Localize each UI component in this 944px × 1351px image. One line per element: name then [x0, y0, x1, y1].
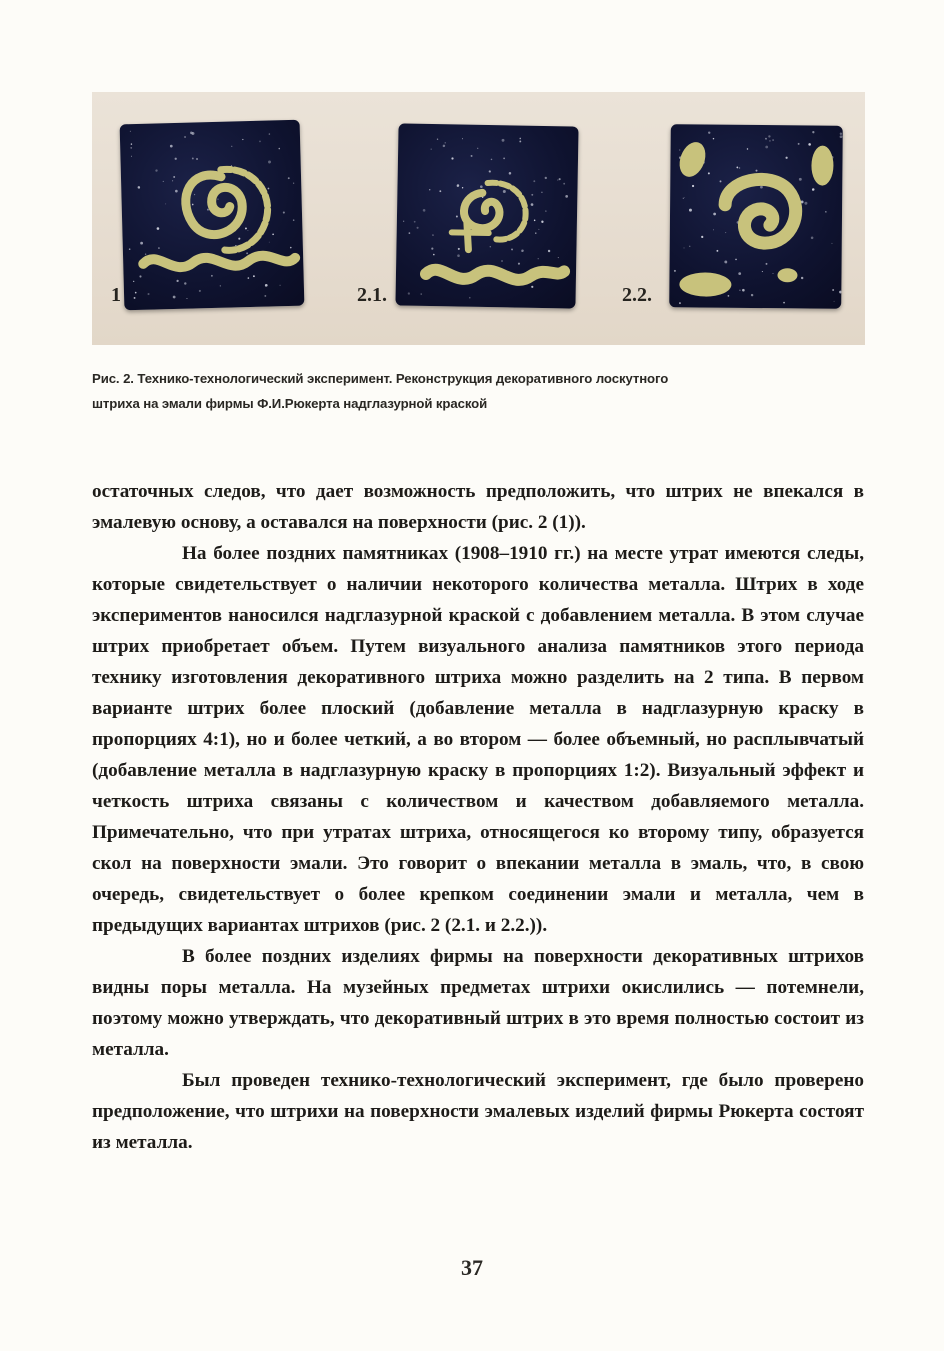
gold-stroke-pattern-2-1	[395, 123, 578, 308]
enamel-speckle	[133, 281, 134, 282]
enamel-speckle	[157, 227, 160, 230]
enamel-speckle	[489, 170, 491, 172]
enamel-speckle	[735, 259, 737, 261]
paragraph-4: Был проведен технико-технологический эксперимент, где было проверено предположение, что штрихи на поверхности эмалевых изделий фирмы Рюкерта состоят из металла.	[92, 1070, 864, 1153]
enamel-speckle	[186, 298, 187, 299]
enamel-speckle	[139, 275, 141, 277]
enamel-speckle	[147, 293, 149, 295]
enamel-speckle	[480, 185, 483, 188]
enamel-speckle	[832, 289, 834, 291]
enamel-tile-1	[120, 120, 305, 311]
enamel-speckle	[457, 184, 460, 187]
enamel-speckle	[491, 159, 493, 161]
enamel-speckle	[469, 297, 471, 299]
enamel-speckle	[720, 180, 722, 182]
tile-label-2-2: 2.2.	[622, 284, 652, 306]
enamel-speckle	[443, 145, 446, 148]
enamel-speckle	[207, 209, 209, 211]
enamel-speckle	[812, 188, 815, 191]
enamel-speckle	[766, 263, 768, 265]
enamel-speckle	[716, 250, 718, 252]
enamel-speckle	[684, 197, 685, 198]
enamel-speckle	[130, 131, 131, 132]
tile-label-1: 1	[111, 284, 121, 306]
tile-label-2-1: 2.1.	[357, 284, 387, 306]
enamel-speckle	[519, 138, 521, 140]
enamel-speckle	[509, 172, 512, 175]
enamel-speckle	[248, 277, 250, 279]
enamel-speckle	[259, 141, 261, 143]
enamel-speckle	[545, 177, 547, 179]
enamel-speckle	[433, 254, 435, 256]
enamel-speckle	[541, 221, 543, 223]
enamel-speckle	[751, 294, 754, 297]
enamel-speckle	[812, 131, 814, 133]
enamel-speckle	[679, 302, 681, 304]
enamel-speckle	[423, 209, 426, 212]
enamel-speckle	[772, 139, 773, 140]
enamel-speckle	[713, 229, 714, 230]
enamel-speckle	[840, 132, 843, 135]
enamel-speckle	[739, 290, 740, 291]
enamel-speckle	[196, 158, 198, 160]
enamel-speckle	[799, 178, 802, 181]
enamel-tile-2-2	[669, 124, 843, 308]
enamel-speckle	[184, 136, 186, 138]
page-number: 37	[461, 1255, 483, 1280]
enamel-speckle	[679, 149, 680, 150]
enamel-speckle	[832, 243, 833, 244]
body-text	[92, 476, 864, 1158]
enamel-speckle	[531, 203, 534, 206]
enamel-speckle	[798, 143, 800, 145]
enamel-speckle	[134, 297, 136, 299]
enamel-speckle	[283, 211, 285, 213]
enamel-speckle	[692, 185, 694, 187]
enamel-speckle	[431, 248, 433, 250]
enamel-speckle	[247, 230, 248, 231]
enamel-speckle	[713, 138, 715, 140]
enamel-speckle	[199, 290, 201, 292]
enamel-speckle	[403, 221, 404, 222]
enamel-speckle	[755, 170, 757, 172]
enamel-speckle	[534, 220, 536, 222]
enamel-speckle	[701, 236, 703, 238]
enamel-speckle	[458, 248, 460, 250]
enamel-speckle	[253, 275, 255, 277]
enamel-speckle	[165, 203, 166, 204]
figure-caption	[92, 366, 872, 416]
enamel-speckle	[211, 275, 213, 277]
enamel-speckle	[736, 167, 738, 169]
enamel-speckle	[462, 138, 463, 139]
enamel-speckle	[130, 147, 132, 149]
enamel-speckle	[501, 260, 503, 262]
enamel-speckle	[131, 143, 133, 145]
enamel-speckle	[772, 273, 773, 274]
enamel-speckle	[417, 227, 419, 229]
enamel-speckle	[175, 190, 178, 193]
enamel-speckle	[804, 202, 807, 205]
enamel-speckle	[503, 190, 506, 193]
enamel-speckle	[437, 138, 438, 139]
enamel-speckle	[264, 295, 266, 297]
enamel-speckle	[158, 247, 159, 248]
enamel-speckle	[724, 260, 727, 263]
enamel-speckle	[531, 286, 533, 288]
enamel-speckle	[834, 301, 835, 302]
enamel-speckle	[242, 139, 243, 140]
enamel-speckle	[268, 160, 271, 163]
enamel-speckle	[683, 247, 684, 248]
enamel-speckle	[768, 135, 770, 137]
enamel-speckle	[689, 246, 690, 247]
enamel-speckle	[245, 227, 247, 229]
enamel-speckle	[548, 250, 550, 252]
enamel-speckle	[565, 195, 568, 198]
enamel-speckle	[541, 192, 542, 193]
enamel-speckle	[217, 199, 218, 200]
enamel-speckle	[220, 285, 221, 286]
enamel-speckle	[293, 219, 295, 221]
enamel-speckle	[674, 270, 676, 272]
enamel-speckle	[713, 213, 716, 216]
gold-stroke-pattern-2-2	[669, 124, 843, 308]
enamel-speckle	[135, 292, 137, 294]
enamel-speckle	[840, 135, 843, 138]
paragraph-1: остаточных следов, что дает возможность предположить, что штрих не впекался в эмалевую основу, а оставался на поверхности (рис. 2 (1)).	[92, 481, 864, 533]
enamel-speckle	[280, 285, 281, 286]
enamel-speckle	[269, 242, 270, 243]
enamel-speckle	[502, 139, 505, 142]
enamel-speckle	[477, 148, 478, 149]
figure-photo	[92, 92, 865, 345]
enamel-speckle	[192, 158, 194, 160]
enamel-speckle	[155, 169, 157, 171]
enamel-speckle	[420, 293, 422, 295]
enamel-speckle	[538, 229, 539, 230]
enamel-speckle	[708, 172, 710, 174]
enamel-speckle	[290, 247, 292, 249]
enamel-speckle	[293, 183, 294, 184]
enamel-speckle	[725, 232, 726, 233]
enamel-speckle	[272, 233, 274, 235]
enamel-speckle	[769, 140, 770, 141]
enamel-speckle	[140, 242, 143, 245]
enamel-speckle	[462, 187, 463, 188]
enamel-speckle	[783, 302, 785, 304]
paragraph-2: На более поздних памятниках (1908–1910 гг.) на месте утрат имеются следы, которые свидетельствует о наличии некоторого количества металла. Штрих в ходе экспериментов наносился надглазурной краской с добавлением металла. В этом случае штрих приобретает объем. Путем визуального анализа памятников этого периода технику изготовления декоративного штриха можно разделить на 2 типа. В первом варианте штрих более плоский (добавление металла в надглазурную краску в пропорциях 4:1), но и более четкий, а во втором — более объемный, но расплывчатый (добавление металла в надглазурную краску в пропорциях 1:2). Визуальный эффект и четкость штриха связаны с количеством и качеством добавляемого металла. Примечательно, что при утратах штриха, относящегося ко второму типу, образуется скол на поверхности эмали. Это говорит о впекании металла в эмаль, что, в свою очередь, свидетельствует о более крепком соединении эмали и металла, чем в предыдущих вариантах штрихов (рис. 2 (2.1. и 2.2.)).	[92, 543, 864, 936]
enamel-speckle	[268, 188, 270, 190]
enamel-speckle	[557, 179, 558, 180]
enamel-speckle	[269, 133, 271, 135]
enamel-speckle	[431, 149, 432, 150]
enamel-speckle	[414, 221, 416, 223]
enamel-speckle	[490, 246, 491, 247]
enamel-speckle	[533, 180, 535, 182]
enamel-speckle	[785, 157, 787, 159]
enamel-speckle	[175, 158, 177, 160]
enamel-speckle	[456, 215, 458, 217]
enamel-speckle	[742, 289, 745, 292]
gold-stroke-pattern-1	[120, 120, 305, 311]
enamel-speckle	[288, 177, 290, 179]
enamel-speckle	[563, 183, 565, 185]
enamel-speckle	[545, 210, 546, 211]
enamel-speckle	[535, 232, 536, 233]
enamel-speckle	[683, 198, 684, 199]
enamel-speckle	[511, 248, 513, 250]
enamel-speckle	[163, 181, 164, 182]
enamel-speckle	[238, 238, 240, 240]
enamel-speckle	[194, 194, 195, 195]
enamel-speckle	[503, 158, 505, 160]
enamel-speckle	[451, 157, 453, 159]
enamel-speckle	[558, 257, 559, 258]
caption-line-1: Рис. 2. Технико-технологический эксперимент. Реконструкция декоративного лоскутного	[92, 371, 669, 386]
enamel-speckle	[762, 271, 763, 272]
enamel-speckle	[184, 282, 187, 285]
enamel-speckle	[172, 180, 173, 181]
enamel-speckle	[471, 155, 473, 157]
enamel-speckle	[408, 232, 410, 234]
enamel-speckle	[760, 186, 763, 189]
enamel-speckle	[521, 249, 524, 252]
enamel-speckle	[708, 131, 710, 133]
enamel-speckle	[429, 189, 430, 190]
enamel-speckle	[235, 245, 236, 246]
enamel-speckle	[278, 148, 280, 150]
enamel-speckle	[231, 146, 232, 147]
enamel-speckle	[739, 167, 741, 169]
enamel-speckle	[825, 211, 827, 213]
enamel-speckle	[445, 142, 446, 143]
caption-line-2: штриха на эмали фирмы Ф.И.Рюкерта надглазурной краской	[92, 396, 488, 411]
enamel-speckle	[559, 178, 561, 180]
enamel-speckle	[765, 146, 768, 149]
enamel-speckle	[131, 156, 132, 157]
enamel-speckle	[518, 263, 520, 265]
enamel-tile-2-1	[395, 123, 578, 308]
enamel-speckle	[839, 291, 842, 294]
enamel-speckle	[170, 145, 173, 148]
enamel-speckle	[538, 258, 539, 259]
enamel-speckle	[145, 254, 146, 255]
enamel-speckle	[439, 190, 441, 192]
enamel-speckle	[808, 143, 811, 146]
enamel-speckle	[246, 252, 248, 254]
enamel-speckle	[192, 204, 194, 206]
enamel-speckle	[689, 209, 692, 212]
enamel-speckle	[728, 295, 730, 297]
enamel-speckle	[176, 280, 178, 282]
enamel-speckle	[173, 176, 175, 178]
enamel-speckle	[765, 138, 767, 140]
paragraph-3: В более поздних изделиях фирмы на поверхности декоративных штрихов видны поры металла. На музейных предметах штрихи окислились — потемнели, поэтому можно утверждать, что декоративный штрих в это время полностью состоит из металла.	[92, 946, 864, 1060]
enamel-speckle	[457, 254, 460, 257]
enamel-speckle	[531, 194, 533, 196]
enamel-speckle	[747, 148, 748, 149]
enamel-speckle	[138, 186, 141, 189]
enamel-speckle	[811, 236, 814, 239]
enamel-speckle	[265, 284, 268, 287]
enamel-speckle	[432, 234, 433, 235]
enamel-speckle	[801, 277, 804, 280]
enamel-speckle	[408, 292, 410, 294]
enamel-speckle	[519, 141, 521, 143]
enamel-speckle	[173, 296, 176, 299]
enamel-speckle	[738, 272, 741, 275]
enamel-speckle	[129, 248, 131, 250]
